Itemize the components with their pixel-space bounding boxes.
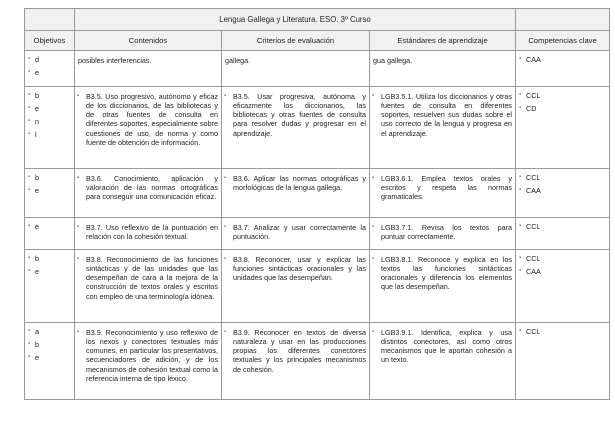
competencia-item: ▪ CCL <box>519 254 607 263</box>
contenido-text: ▪ B3.8. Reconocimiento de las funciones sintácticas y de las unidades que las desempeñan de cara a la mejora de la construcción de textos orales y escritos con empleo de una terminología idónea. <box>86 254 218 301</box>
curriculum-table <box>24 8 610 400</box>
estandar-text: ▪ LGB3.5.1. Utiliza los diccionarios y otras fuentes de consulta en diferentes soportes, resuelven sus dudas sobre el uso correcto de la lengua y progresa en el aprendizaje. <box>381 91 513 138</box>
objetivo-item: ▪ e <box>28 104 72 113</box>
objetivo-item: ▪ l <box>28 130 72 139</box>
contenidos-cell <box>75 51 222 87</box>
objetivos-cell <box>25 51 75 87</box>
estandares-cell <box>370 86 516 168</box>
competencia-item: ▪ CCL <box>519 173 607 182</box>
criterios-cell <box>222 249 370 322</box>
title-row <box>25 9 610 31</box>
competencias-cell <box>516 322 610 399</box>
competencia-item: ▪ CAA <box>519 186 607 195</box>
objetivo-item: ▪ b <box>28 91 72 100</box>
objetivo-item: ▪ b <box>28 254 72 263</box>
contenido-text: ▪ B3.7. Uso reflexivo de la puntuación en relación con la cohesión textual. <box>86 222 218 241</box>
estandar-text: ▪ LGB3.6.1. Emplea textos orales y escritos y respeta las normas gramaticales. <box>381 173 513 202</box>
contenidos-cell <box>75 86 222 168</box>
competencias-cell <box>516 217 610 249</box>
header-contenidos: Contenidos <box>75 31 222 51</box>
competencia-item: ▪ CCL <box>519 327 607 336</box>
estandar-text: ▪ LGB3.7.1. Revisa los textos para puntuar correctamente. <box>381 222 513 241</box>
objetivo-item: ▪ e <box>28 186 72 195</box>
objetivos-cell <box>25 168 75 217</box>
criterio-text: ▪ B3.9. Reconocer en textos de diversa naturaleza y usar en las producciones propias los diferentes conectores textuales y los principales mecanismos de cohesión. <box>233 327 366 374</box>
criterios-cell <box>222 217 370 249</box>
title-blank-cell <box>25 9 75 31</box>
contenido-text: ▪ B3.6. Conocimiento, aplicación y valoración de las normas ortográficas para conseguir una comunicación eficaz. <box>86 173 218 202</box>
competencias-cell <box>516 51 610 87</box>
estandares-cell <box>370 168 516 217</box>
estandares-cell <box>370 217 516 249</box>
criterio-text: gallega. <box>225 56 251 65</box>
competencia-item: ▪ CAA <box>519 267 607 276</box>
objetivos-cell <box>25 249 75 322</box>
competencia-item: ▪ CAA <box>519 55 607 64</box>
objetivo-item: ▪ b <box>28 340 72 349</box>
table-row <box>25 168 610 217</box>
estandar-text: ▪ LGB3.8.1. Reconoce y explica en los textos las funciones sintácticas oracionales y diferencia los elementos que las desempeñan. <box>381 254 513 292</box>
criterios-cell <box>222 51 370 87</box>
competencia-item: ▪ CCL <box>519 91 607 100</box>
competencia-item: ▪ CCL <box>519 222 607 231</box>
objetivo-item: ▪ d <box>28 55 72 64</box>
competencias-cell <box>516 86 610 168</box>
criterio-text: ▪ B3.7. Analizar y usar correctamente la puntuación. <box>233 222 366 241</box>
objetivos-cell <box>25 322 75 399</box>
table-row <box>25 249 610 322</box>
estandares-cell <box>370 249 516 322</box>
objetivo-item: ▪ b <box>28 173 72 182</box>
objetivo-item: ▪ n <box>28 117 72 126</box>
header-objetivos: Objetivos <box>25 31 75 51</box>
contenidos-cell <box>75 322 222 399</box>
header-estandares: Estándares de aprendizaje <box>370 31 516 51</box>
estandares-cell <box>370 51 516 87</box>
objetivo-item: ▪ e <box>28 68 72 77</box>
criterios-cell <box>222 322 370 399</box>
criterios-cell <box>222 86 370 168</box>
criterios-cell <box>222 168 370 217</box>
objetivos-cell <box>25 217 75 249</box>
table-row <box>25 86 610 168</box>
criterio-text: ▪ B3.5. Usar progresiva, autónoma y eficazmente los diccionarios, las bibliotecas y otras fuentes de consulta para resolver dudas y progresar en el aprendizaje. <box>233 91 366 138</box>
contenido-text: ▪ B3.5. Uso progresivo, autónomo y eficaz de los diccionarios, de las bibliotecas y de otras fuentes de consulta en diferentes soportes, especialmente sobre cuestiones de uso, de norma y como fuente de obtención de información. <box>86 91 218 148</box>
estandar-text: gua gallega. <box>373 56 413 65</box>
estandares-cell <box>370 322 516 399</box>
table-row <box>25 322 610 399</box>
contenidos-cell <box>75 249 222 322</box>
competencias-cell <box>516 168 610 217</box>
title-blank-cell <box>516 9 610 31</box>
table-row <box>25 217 610 249</box>
header-competencias: Competencias clave <box>516 31 610 51</box>
header-row <box>25 31 610 51</box>
header-criterios: Criterios de evaluación <box>222 31 370 51</box>
contenido-text: posibles interferencias. <box>78 56 152 65</box>
contenido-text: ▪ B3.9. Reconocimiento y uso reflexivo de los nexos y conectores textuales más comunes, en particular los presentativos, secuenciadores de adición, y de los mecanismos de cohesión textual como la referencia interna de tipo léxico. <box>86 327 218 384</box>
contenidos-cell <box>75 168 222 217</box>
objetivo-item: ▪ e <box>28 222 72 231</box>
objetivo-item: ▪ e <box>28 267 72 276</box>
criterio-text: ▪ B3.8. Reconocer, usar y explicar las funciones sintácticas oracionales y las unidades que las desempeñan. <box>233 254 366 283</box>
objetivo-item: ▪ e <box>28 353 72 362</box>
objetivo-item: ▪ a <box>28 327 72 336</box>
table-title: Lengua Gallega y Literatura. ESO. 3º Curso <box>75 9 516 31</box>
criterio-text: ▪ B3.6. Aplicar las normas ortográficas y morfológicas de la lengua gallega. <box>233 173 366 192</box>
contenidos-cell <box>75 217 222 249</box>
estandar-text: ▪ LGB3.9.1. Identifica, explica y usa distintos conectores, así como otros mecanismos que le aportan cohesión a un texto. <box>381 327 513 365</box>
objetivos-cell <box>25 86 75 168</box>
table-row <box>25 51 610 87</box>
competencias-cell <box>516 249 610 322</box>
competencia-item: ▪ CD <box>519 104 607 113</box>
